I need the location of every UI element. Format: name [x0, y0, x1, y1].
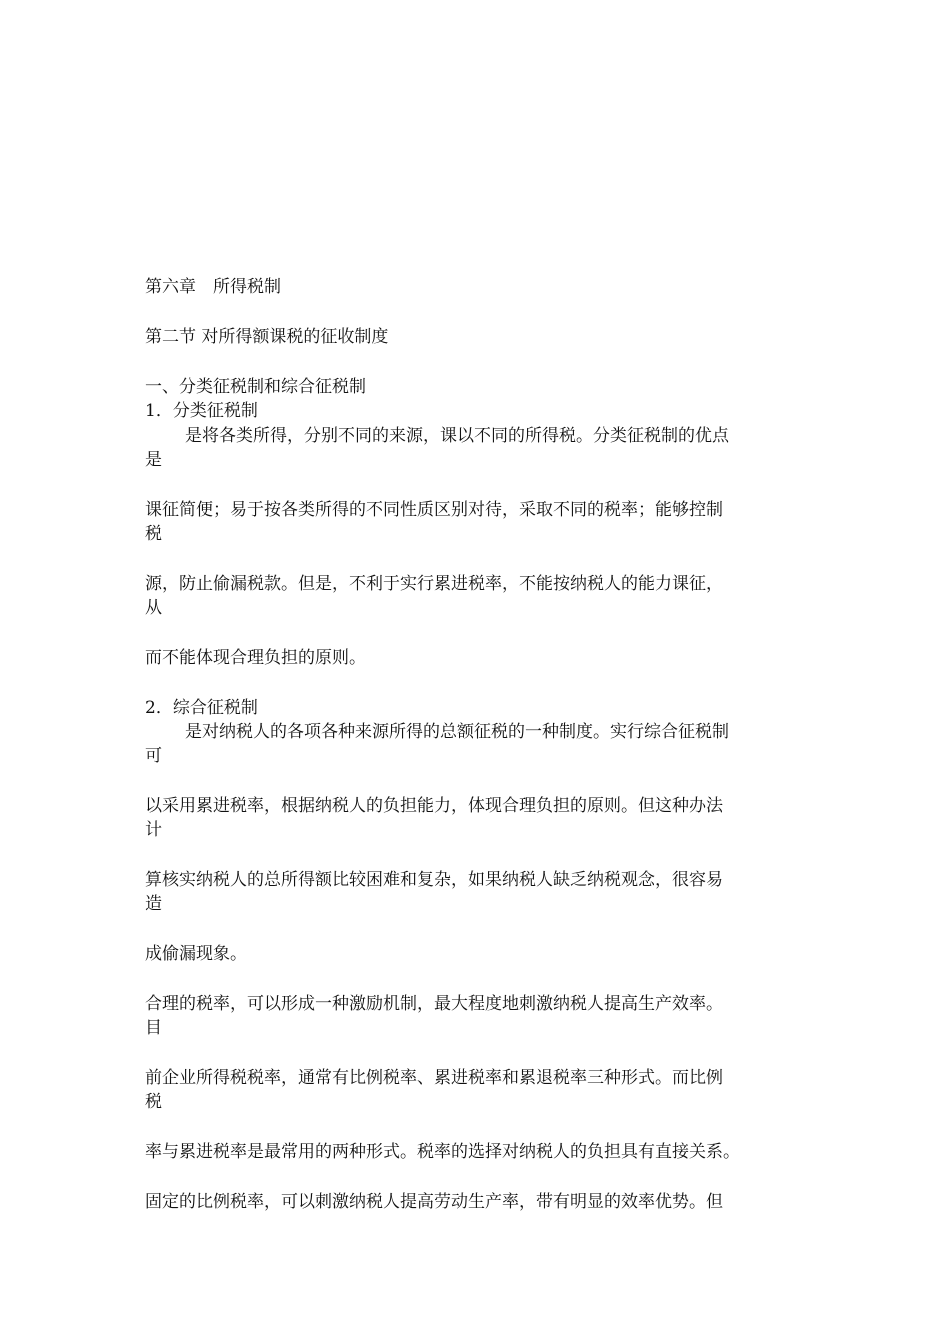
paragraph-line: 税	[145, 1092, 162, 1112]
paragraph-line: 目	[145, 1018, 162, 1038]
paragraph-line: 可	[145, 746, 162, 766]
subsection-title: 一、分类征税制和综合征税制	[145, 377, 366, 397]
paragraph-line: 造	[145, 894, 162, 914]
paragraph-line: 从	[145, 598, 162, 618]
paragraph-line: 率与累进税率是最常用的两种形式。税率的选择对纳税人的负担具有直接关系。	[145, 1142, 740, 1162]
paragraph-line: 是	[145, 450, 162, 470]
chapter-title: 第六章 所得税制	[145, 277, 281, 297]
paragraph-line: 而不能体现合理负担的原则。	[145, 648, 366, 668]
paragraph-line: 以采用累进税率，根据纳税人的负担能力，体现合理负担的原则。但这种办法	[145, 796, 723, 816]
paragraph-line: 算核实纳税人的总所得额比较困难和复杂，如果纳税人缺乏纳税观念，很容易	[145, 870, 723, 890]
paragraph-line: 是将各类所得，分别不同的来源，课以不同的所得税。分类征税制的优点	[185, 426, 729, 446]
section-title: 第二节 对所得额课税的征收制度	[145, 327, 389, 347]
item2-heading: 2．综合征税制	[145, 698, 258, 718]
item1-heading: 1．分类征税制	[145, 401, 258, 421]
paragraph-line: 成偷漏现象。	[145, 944, 247, 964]
paragraph-line: 源，防止偷漏税款。但是，不利于实行累进税率，不能按纳税人的能力课征，	[145, 574, 723, 594]
paragraph-line: 计	[145, 820, 162, 840]
paragraph-line: 固定的比例税率，可以刺激纳税人提高劳动生产率，带有明显的效率优势。但	[145, 1192, 723, 1212]
paragraph-line: 是对纳税人的各项各种来源所得的总额征税的一种制度。实行综合征税制	[185, 722, 729, 742]
paragraph-line: 前企业所得税税率，通常有比例税率、累进税率和累退税率三种形式。而比例	[145, 1068, 723, 1088]
paragraph-line: 税	[145, 524, 162, 544]
paragraph-line: 合理的税率，可以形成一种激励机制，最大程度地刺激纳税人提高生产效率。	[145, 994, 723, 1014]
paragraph-line: 课征简便；易于按各类所得的不同性质区别对待，采取不同的税率；能够控制	[145, 500, 723, 520]
